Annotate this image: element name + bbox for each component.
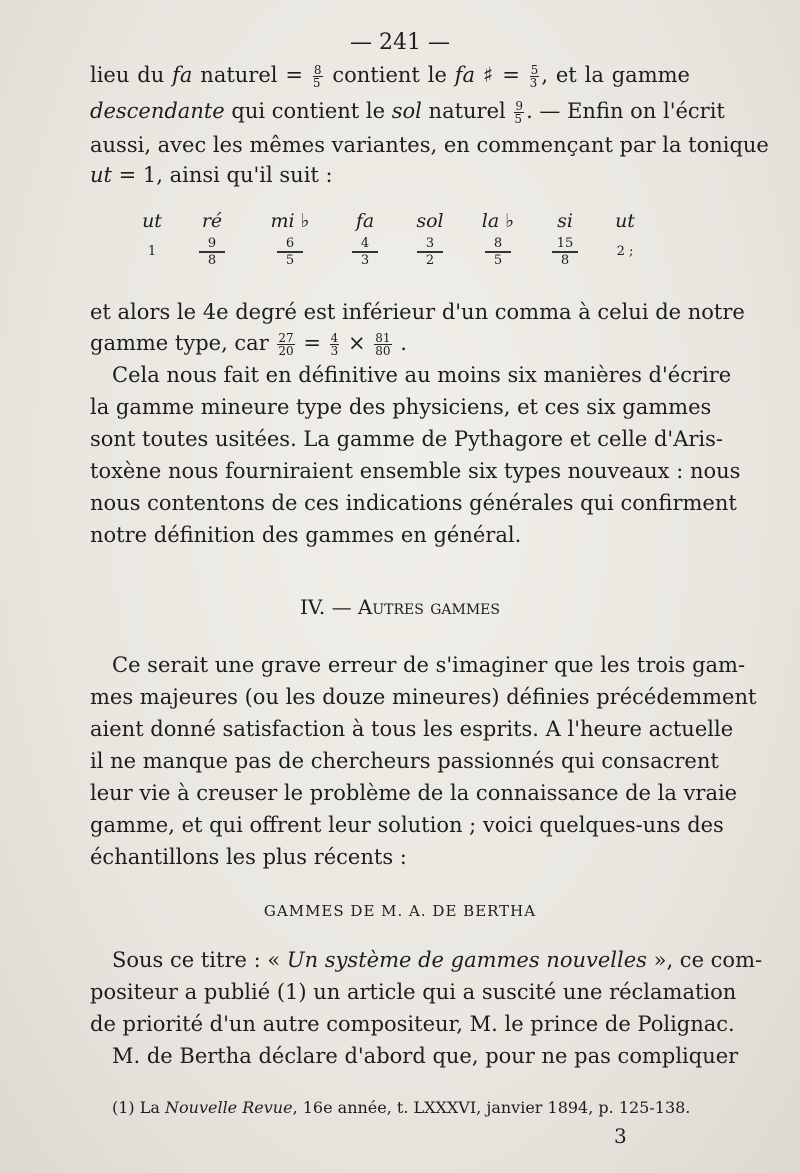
text-line: leur vie à creuser le problème de la connaissance de la vraie <box>90 781 738 805</box>
text-line: positeur a publié (1) un article qui a suscité une réclamation <box>90 980 737 1004</box>
text: = 1, ainsi qu'il suit : <box>111 163 333 187</box>
text-line <box>90 328 690 358</box>
text-line: notre définition des gammes en général. <box>90 523 522 547</box>
text-line: de priorité d'un autre compositeur, M. le prince de Polignac. <box>90 1012 735 1036</box>
text-line: échantillons les plus récents : <box>90 845 407 869</box>
text-line: Ce serait une grave erreur de s'imaginer que les trois gam- <box>112 653 746 677</box>
text-line: la gamme mineure type des physiciens, et ces six gammes <box>90 395 712 419</box>
denominator: 8 <box>207 253 217 268</box>
numerator: 6 <box>277 236 303 253</box>
numerator: 4 <box>352 236 378 253</box>
degree-name: ut <box>142 210 162 232</box>
text-line <box>112 945 763 975</box>
text: = <box>296 331 328 355</box>
text: , et la gamme <box>541 63 690 87</box>
numerator: 8 <box>485 236 511 253</box>
denominator: 5 <box>493 253 503 268</box>
note-name: sol <box>391 99 422 123</box>
text: = <box>494 63 528 87</box>
degree-ratio: 1 <box>147 244 157 259</box>
text: . <box>393 331 407 355</box>
degree-name: ut <box>615 210 635 232</box>
signature-mark: 3 <box>614 1124 627 1148</box>
scale-degree <box>182 210 242 268</box>
degree-name: mi ♭ <box>270 210 310 232</box>
numerator: 8 <box>313 63 322 77</box>
text: qui contient le <box>224 99 392 123</box>
numerator: 5 <box>530 63 539 77</box>
text: × <box>341 331 373 355</box>
journal-title: Nouvelle Revue <box>165 1098 293 1117</box>
text-line <box>90 60 690 90</box>
numerator: 15 <box>552 236 578 253</box>
denominator: 80 <box>375 344 391 358</box>
scale-degree <box>468 210 528 268</box>
numerator: 81 <box>375 331 391 345</box>
note-name: fa ♯ <box>454 63 495 87</box>
emphasis: descendante <box>90 99 225 123</box>
degree-name: ré <box>201 210 223 232</box>
denominator: 3 <box>330 344 339 358</box>
text-line: aient donné satisfaction à tous les esprits. A l'heure actuelle <box>90 717 734 741</box>
text-line: nous contentons de ces indications générales qui confirment <box>90 491 737 515</box>
scale-degree <box>595 210 655 259</box>
text-line: il ne manque pas de chercheurs passionnés qui consacrent <box>90 749 719 773</box>
denominator: 5 <box>514 112 523 126</box>
fraction <box>277 332 294 357</box>
text-line: M. de Bertha déclare d'abord que, pour ne pas compliquer <box>112 1044 739 1068</box>
text: lieu du <box>90 63 173 87</box>
text-line: aussi, avec les mêmes variantes, en commençant par la tonique <box>90 133 769 157</box>
denominator: 20 <box>278 344 294 358</box>
numerator: 27 <box>278 331 294 345</box>
text-line: sont toutes usitées. La gamme de Pythagore et celle d'Aris- <box>90 427 723 451</box>
text: », ce com- <box>646 948 763 972</box>
scale-table <box>90 210 690 280</box>
scale-degree <box>260 210 320 268</box>
numerator: 4 <box>330 331 339 345</box>
footnote <box>112 1098 690 1117</box>
denominator: 5 <box>312 76 321 90</box>
text-line <box>90 160 690 190</box>
note-name: ut <box>90 163 112 187</box>
degree-ratio: 2 ; <box>616 244 634 259</box>
text-line <box>90 96 725 126</box>
denominator: 8 <box>560 253 570 268</box>
fraction <box>330 332 340 357</box>
section-heading: IV. — Autres gammes <box>300 595 500 619</box>
numerator: 9 <box>199 236 225 253</box>
subheading: GAMMES DE M. A. DE BERTHA <box>263 902 537 920</box>
denominator: 3 <box>360 253 370 268</box>
scale-degree <box>535 210 595 268</box>
degree-name: sol <box>416 210 444 232</box>
text-line: toxène nous fourniraient ensemble six types nouveaux : nous <box>90 459 741 483</box>
fraction <box>514 100 524 125</box>
text: contient le <box>324 63 455 87</box>
scale-degree <box>335 210 395 268</box>
fraction <box>530 64 540 89</box>
text: naturel <box>421 99 513 123</box>
degree-name: la ♭ <box>481 210 515 232</box>
denominator: 5 <box>285 253 295 268</box>
scale-degree <box>122 210 182 259</box>
text: naturel = <box>192 63 311 87</box>
degree-name: fa <box>355 210 375 232</box>
numerator: 9 <box>515 99 524 113</box>
note-name: fa <box>172 63 193 87</box>
text: , 16e année, t. LXXXVI, janvier 1894, p. 125-138. <box>292 1098 691 1117</box>
text-line: Cela nous fait en définitive au moins six manières d'écrire <box>112 363 732 387</box>
article-title: Un système de gammes nouvelles <box>286 948 647 972</box>
text-line: et alors le 4e degré est inférieur d'un comma à celui de notre <box>90 300 745 324</box>
numerator: 3 <box>417 236 443 253</box>
text-line: mes majeures (ou les douze mineures) définies précédemment <box>90 685 757 709</box>
fraction <box>313 64 323 89</box>
fraction <box>374 332 391 357</box>
page-number: — 241 — <box>350 30 450 55</box>
text: . — Enfin on l'écrit <box>526 99 725 123</box>
text-line: gamme, et qui offrent leur solution ; voici quelques-uns des <box>90 813 724 837</box>
denominator: 2 <box>425 253 435 268</box>
denominator: 3 <box>529 76 538 90</box>
scale-degree <box>400 210 460 268</box>
text: (1) La <box>112 1098 165 1117</box>
text: Sous ce titre : « <box>112 948 287 972</box>
degree-name: si <box>557 210 573 232</box>
text: gamme type, car <box>90 331 276 355</box>
